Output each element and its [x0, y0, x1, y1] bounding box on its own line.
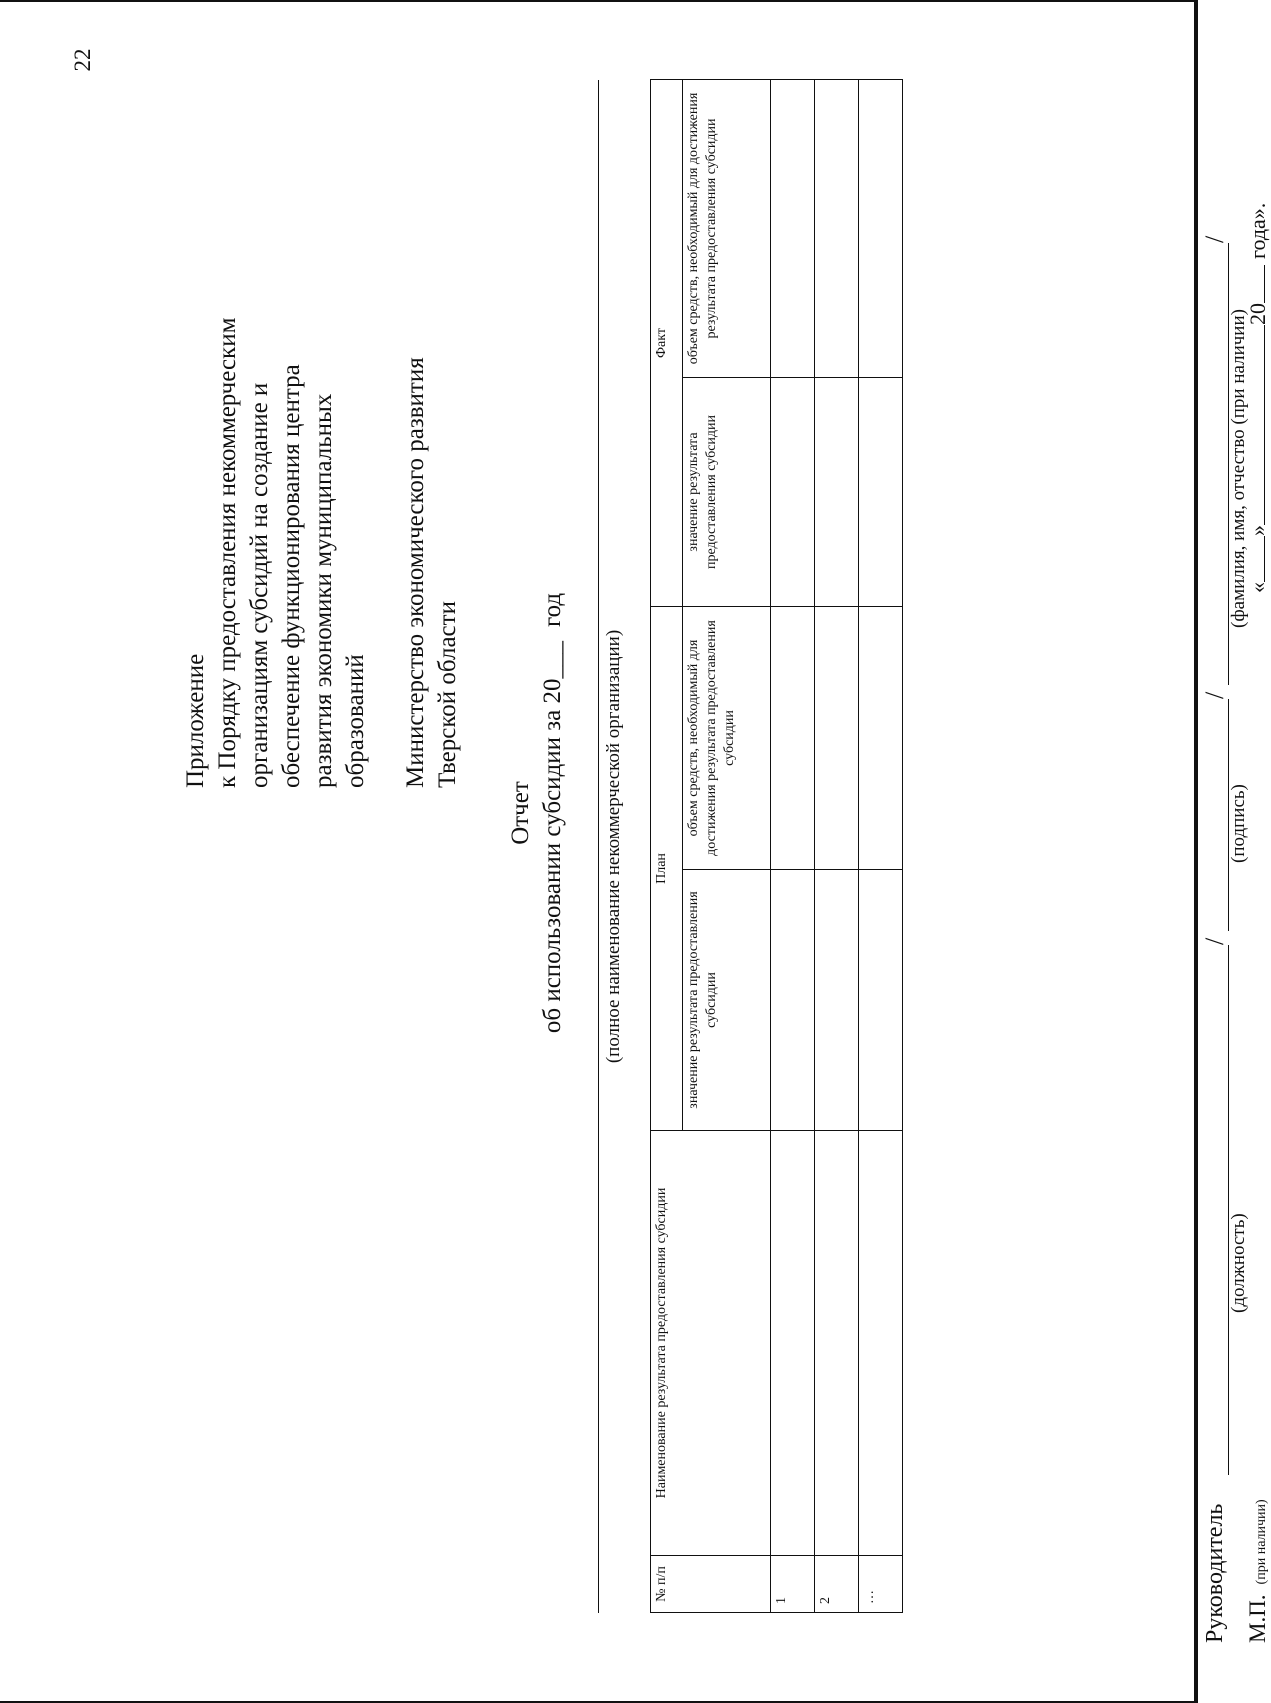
title-line-1: Отчет [507, 781, 534, 845]
slash: / [1200, 937, 1229, 945]
mp-label: М.П. [1245, 1594, 1270, 1643]
appendix-line: развития экономики муниципальных [310, 393, 337, 788]
title-year-word: год [539, 592, 566, 627]
table-cell [859, 870, 903, 1131]
column-group-plan: План [651, 607, 683, 1131]
stamp-place [1245, 1499, 1271, 1643]
column-header-number: № п/п [651, 1556, 771, 1613]
appendix-heading: Приложение [182, 653, 209, 788]
row-number: 1 [771, 1556, 815, 1613]
table-cell [815, 378, 859, 607]
date-close-quote: » [1245, 525, 1270, 536]
page-number: 22 [70, 48, 95, 72]
date-line [1245, 203, 1271, 593]
date-year-suffix: года». [1245, 202, 1270, 259]
report-title [505, 523, 569, 1103]
table-cell [771, 870, 815, 1131]
position-caption: (должность) [1228, 1213, 1249, 1313]
slash: / [1200, 691, 1229, 699]
table-cell [859, 79, 903, 377]
report-table [650, 79, 903, 1613]
position-line [1228, 945, 1229, 1475]
table-cell [771, 1131, 815, 1556]
column-header-plan-funds: объем средств, необходимый для достижения результата предоставления субсидии [683, 607, 771, 870]
signature-caption: (подпись) [1228, 784, 1249, 863]
slash: / [1200, 235, 1229, 243]
table-cell [815, 79, 859, 377]
table-cell [815, 1131, 859, 1556]
table-cell [859, 378, 903, 607]
appendix-line: к Порядку предоставления некоммерческим [214, 317, 241, 788]
column-header-result-name: Наименование результата предоставления субсидии [651, 1131, 771, 1556]
table-cell [771, 607, 815, 870]
name-caption: (фамилия, имя, отчество (при наличии) [1228, 309, 1249, 628]
table-cell [859, 1131, 903, 1556]
appendix-line: организациям субсидий на создание и [246, 382, 273, 788]
row-number: 2 [815, 1556, 859, 1613]
table-row [859, 79, 903, 1612]
date-open-quote: « [1245, 582, 1270, 593]
column-header-plan-value: значение результата предоставления субсидии [683, 870, 771, 1131]
column-header-fact-value: значение результата предоставления субсидии [683, 378, 771, 607]
head-label: Руководитель [1202, 1503, 1228, 1643]
table-cell [859, 607, 903, 870]
column-group-fact: Факт [651, 79, 683, 606]
column-header-fact-funds: объем средств, необходимый для достижения результата предоставления субсидии [683, 79, 771, 377]
organization-name-line [598, 80, 599, 1613]
table-cell [815, 607, 859, 870]
table-row [815, 79, 859, 1612]
recipient-line: Министерство экономического развития [402, 357, 429, 788]
organization-caption: (полное наименование некоммерческой организации) [603, 629, 624, 1064]
appendix-line: обеспечение функционирования центра [278, 364, 305, 788]
appendix-line: образований [342, 654, 369, 788]
date-year-prefix: 20 [1245, 303, 1270, 325]
recipient-line: Тверской области [434, 601, 461, 788]
table-row [771, 79, 815, 1612]
title-period: об использовании субсидии за 20___ [539, 641, 566, 1034]
table-cell [771, 378, 815, 607]
row-number: … [859, 1556, 903, 1613]
appendix-block [180, 298, 464, 788]
mp-note: (при наличии) [1254, 1499, 1269, 1585]
title-line-2 [537, 523, 569, 1103]
table-cell [815, 870, 859, 1131]
table-cell [771, 79, 815, 377]
